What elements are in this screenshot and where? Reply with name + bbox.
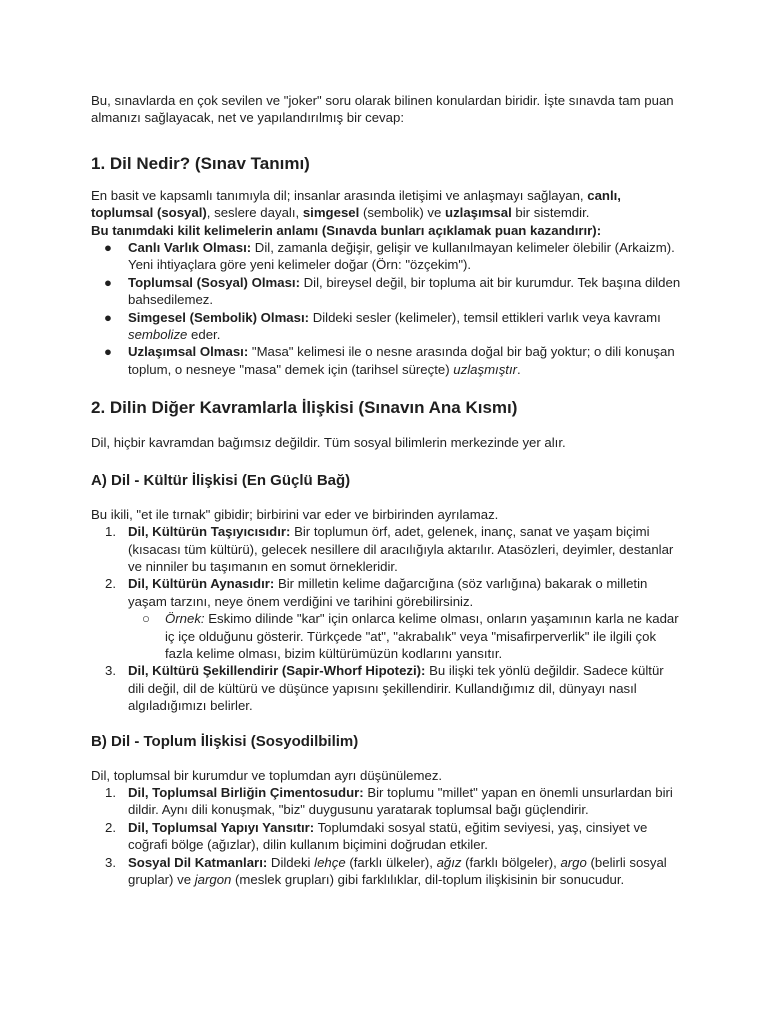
circle-bullet-icon: ○ xyxy=(142,611,150,627)
list-item: 3. Dil, Kültürü Şekillendirir (Sapir-Whorf Hipotezi): Bu ilişki tek yönlü değildir. Sadece kültür dili değil, dil de kültürü ve düşünce yapısını şekillendirir. Kullandığımız dil, dünyayı nasıl algıladığımızı belirler. xyxy=(105,663,664,714)
list-item: 1. Dil, Toplumsal Birliğin Çimentosudur: Bir toplumu "millet" yapan en önemli unsurlardan biri dildir. Aynı dili konuşmak, "biz" duygusunu yaratarak toplumsal bağı güçlendirir. xyxy=(105,784,673,818)
list-number: 2. xyxy=(105,819,116,835)
culture-list xyxy=(91,523,681,714)
subsection-b-heading: B) Dil - Toplum İlişkisi (Sosyodilbilim) xyxy=(91,732,359,750)
bullet-icon: ● xyxy=(104,274,112,290)
keyword-list xyxy=(91,239,681,378)
list-item: ● Uzlaşımsal Olması: "Masa" kelimesi ile o nesne arasında doğal bir bağ yoktur; o dili konuşan toplum, o nesneye "masa" demek için (tarihsel süreçte) uzlaşmıştır. xyxy=(104,344,675,377)
subsection-a-intro: Bu ikili, "et ile tırnak" gibidir; birbirini var eder ve birbirinden ayrılamaz. xyxy=(91,506,499,522)
list-number: 2. xyxy=(105,576,116,592)
document-content xyxy=(91,92,681,888)
list-item: 2. Dil, Toplumsal Yapıyı Yansıtır: Toplumdaki sosyal statü, eğitim seviyesi, yaş, cinsiyet ve coğrafi bölge (ağızlar), dilin kullanım biçimini doğrudan etkiler. xyxy=(105,819,648,853)
section2-heading: 2. Dilin Diğer Kavramlarla İlişkisi (Sınavın Ana Kısmı) xyxy=(91,398,518,418)
section1-heading: 1. Dil Nedir? (Sınav Tanımı) xyxy=(91,153,310,173)
list-item: 3. Sosyal Dil Katmanları: Dildeki lehçe (farklı ülkeler), ağız (farklı bölgeler), argo (belirli sosyal gruplar) ve jargon (meslek grupları) gibi farklılıklar, dil-toplum ilişkisinin bir sonucudur. xyxy=(105,854,667,887)
list-item: ● Toplumsal (Sosyal) Olması: Dil, bireysel değil, bir topluma ait bir kurumdur. Tek başına dilden bahsedilemez. xyxy=(104,274,681,308)
bullet-icon: ● xyxy=(104,240,112,256)
list-number: 3. xyxy=(105,854,116,870)
subsection-b-intro: Dil, toplumsal bir kurumdur ve toplumdan ayrı düşünülemez. xyxy=(91,767,443,783)
list-item: 1. Dil, Kültürün Taşıyıcısıdır: Bir toplumun örf, adet, gelenek, inanç, sanat ve yaşam biçimi (kısacası tüm kültürü), gelecek nesillere dil aracılığıyla aktarılır. Atasözleri, deyimler, destanlar ve ninniler bu taşımanın en somut örnekleridir. xyxy=(105,524,674,574)
list-number: 1. xyxy=(105,784,116,800)
intro-paragraph: Bu, sınavlarda en çok sevilen ve "joker" soru olarak bilinen konulardan biridir. İşte sınavda tam puan almanızı sağlayacak, net ve yapılandırılmış bir cevap: xyxy=(91,93,674,126)
subsection-a-heading: A) Dil - Kültür İlişkisi (En Güçlü Bağ) xyxy=(91,471,351,489)
list-item: ○ Örnek: Eskimo dilinde "kar" için onlarca kelime olması, onların yaşamının karla ne kadar iç içe olduğunu gösterir. Türkçede "at", "akrabalık" veya "misafirperverlik" ile ilgili çok fazla kelime olması, bizim kültürümüzün kodlarını yansıtır. xyxy=(142,611,679,661)
section2-intro: Dil, hiçbir kavramdan bağımsız değildir. Tüm sosyal bilimlerin merkezinde yer alır. xyxy=(91,435,566,451)
bullet-icon: ● xyxy=(104,344,112,360)
keywords-heading: Bu tanımdaki kilit kelimelerin anlamı (Sınavda bunları açıklamak puan kazandırır): xyxy=(91,222,602,238)
definition-paragraph: En basit ve kapsamlı tanımıyla dil; insanlar arasında iletişimi ve anlaşmayı sağlayan, canlı, toplumsal (sosyal), seslere dayalı, simgesel (sembolik) ve uzlaşımsal bir sistemdir. xyxy=(91,187,621,221)
list-item: ● Canlı Varlık Olması: Dil, zamanla değişir, gelişir ve kullanılmayan kelimeler ölebilir (Arkaizm). Yeni ihtiyaçlara göre yeni kelimeler doğar (Örn: "özçekim"). xyxy=(104,240,675,273)
list-item: ● Simgesel (Sembolik) Olması: Dildeki sesler (kelimeler), temsil ettikleri varlık veya kavramı sembolize eder. xyxy=(104,309,661,343)
bullet-icon: ● xyxy=(104,309,112,325)
example-sublist xyxy=(128,610,681,662)
list-number: 1. xyxy=(105,524,116,540)
list-item: 2. Dil, Kültürün Aynasıdır: Bir milletin kelime dağarcığına (söz varlığına) bakarak o milletin yaşam tarzını, neye önem verdiğini ve tarihini görebilirsiniz. ○ Örnek: Eskimo dilinde "kar" için onlarca kelime olması, onların yaşamının karla ne kadar iç içe olduğunu gösterir. Türkçede "at", "akrabalık" veya "misafirperverlik" ile ilgili çok fazla kelime olması, bizim kültürümüzün kodlarını yansıtır. xyxy=(91,575,681,662)
society-list xyxy=(91,784,681,888)
list-number: 3. xyxy=(105,663,116,679)
